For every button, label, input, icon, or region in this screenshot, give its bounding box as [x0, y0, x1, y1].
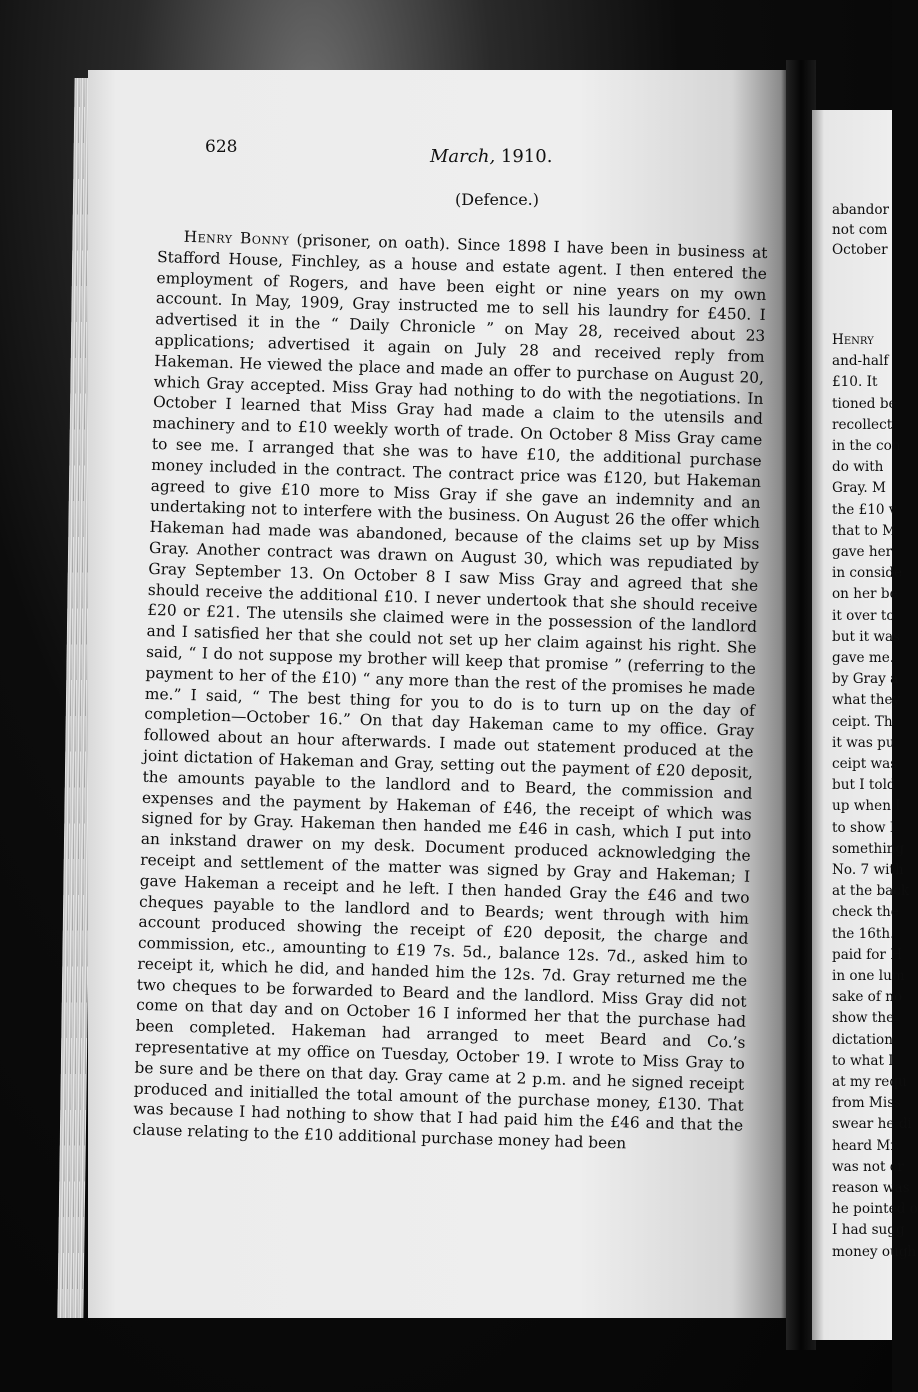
facing-page-line: he pointed o — [832, 1201, 918, 1218]
running-head-year: 1910. — [500, 146, 553, 167]
facing-page-line: to what I — [832, 1052, 894, 1069]
running-head — [430, 146, 552, 167]
facing-page-line: money ough — [832, 1243, 917, 1260]
facing-page-line: reason was — [832, 1180, 910, 1196]
facing-page-line: at the back — [832, 883, 910, 900]
facing-page-line: and-half — [832, 353, 889, 370]
facing-page-line: in one lum — [832, 968, 905, 984]
facing-page-line: up when I — [832, 798, 901, 815]
facing-page-line: something — [832, 840, 905, 857]
facing-page — [812, 110, 918, 1340]
facing-page-line: in conside — [832, 565, 903, 582]
facing-page-line: tioned be — [832, 395, 897, 412]
facing-page-line: it over to — [832, 607, 895, 624]
facing-page-line: No. 7 with — [832, 862, 904, 878]
testimony-text: (prisoner, on oath). Since 1898 I have been in business at Stafford House, Finchley, as a house and estate agent. I then entered the employment of Rogers, and have been eight or nine years on my own account. In May, 1909, Gray instructed me to sell his laundry for £450. I advertised it in the “ Daily Chronicle ” on May 28, received about 23 applications; advertised it again on July 28 and received reply from Hakeman. He viewed the place and made an offer to purchase on August 20, which Gray accepted. Miss Gray had nothing to do with the negotiations. In October I learned that Miss Gray had made a claim to the utensils and machinery and to £10 weekly worth of trade. On October 8 Miss Gray came to see me. I arranged that she was to have £10, the additional purchase money included in the contract. The contract price was £120, but Hakeman agreed to give £10 more to Miss Gray if she gave an indemnity and an undertaking not to interfere with the business. On August 26 the offer which Hakeman had made was abandoned, because of the claims set up by Miss Gray. Another contract was drawn on August 30, which was repudiated by Gray September 13. On October 8 I saw Miss Gray and agreed that she should receive the additional £10. I never undertook that she should receive £20 or £21. The utensils she claimed were in the possession of the landlord and I satisfied her that she could not set up her claim against his right. She said, “ I do not suppose my brother will keep that promise ” (referring to the payment to her of the £10) “ any more than the rest of the promises he made me.” I said, “ The best thing for you to do is to turn up on the day of completion—October 16.” On that day Hakeman came to my office. Gray followed about an hour afterwards. I made out statement produced at the joint dictation of Hakeman and Gray, setting out the payment of £20 deposit, the amounts payable to the landlord and to Beard, the commission and expenses and the payment by Hakeman of £46, the receipt of which was signed for by Gray. Hakeman then handed me £46 in cash, which I put into an inkstand drawer on my desk. Document produced acknowledging the receipt and settlement of the matter was signed by Gray and Hakeman; I gave Hakeman a receipt and he left. I then handed Gray the £46 and two cheques payable to the landlord and to Beards; went through with him account produced showing the receipt of £20 deposit, the charge and commission, etc., amounting to £19 7s. 5d., balance 12s. 7d., asked him to receipt it, which he did, and handed him the 12s. 7d. Gray returned me the two cheques to be forwarded to Beard and the landlord. Miss Gray did not come on that day and on October 16 I informed her that the purchase had been completed. Hakeman had arranged to meet Beard and Co.’s representative at my office on Tuesday, October 19. I wrote to Miss Gray to be sure and be there on that day. Gray came at 2 p.m. and he signed receipt produced and initialled the total amount of the purchase money, £130. That was because I had nothing to show that I had paid him the £46 and that the clause relating to the £10 additional purchase money had been — [132, 230, 768, 1153]
facing-page-line: do with — [832, 459, 884, 476]
facing-page-line: at my requ — [832, 1074, 907, 1090]
facing-page-line: October — [832, 242, 888, 258]
facing-page-line: show the — [832, 1010, 895, 1027]
facing-page-line: paid for H — [832, 946, 903, 963]
facing-page-line: abandor — [832, 202, 890, 218]
facing-page-line: the £10 v — [832, 501, 897, 518]
facing-page-line: but I told — [832, 777, 896, 794]
facing-page-line: it was pu — [832, 734, 895, 751]
facing-page-line: not com — [832, 222, 888, 238]
facing-page-line: what they — [832, 692, 901, 709]
facing-page-line: recollect — [832, 416, 893, 433]
facing-page-line: ceipt was — [832, 756, 898, 772]
facing-page-line: swear he di — [832, 1116, 912, 1133]
facing-page-line: in the con — [832, 438, 901, 454]
page-number: 628 — [205, 137, 238, 157]
facing-page-line: the 16th. — [832, 925, 895, 942]
facing-page-line: was not cr — [832, 1158, 904, 1175]
facing-page-line: dictation. — [832, 1031, 898, 1048]
facing-page-line: but it was — [832, 628, 901, 645]
facing-page-line: Henry — [832, 332, 874, 348]
facing-page-line: on her be — [832, 586, 898, 603]
facing-page-line: to show I — [832, 819, 896, 836]
facing-page-line: heard Mr. — [832, 1137, 900, 1154]
testimony-paragraph — [132, 226, 767, 1158]
facing-page-line: sake of no — [832, 989, 903, 1006]
facing-page-line: from Miss — [832, 1095, 902, 1112]
facing-page-line: ceipt. Th — [832, 713, 893, 730]
facing-page-line: £10. It — [832, 374, 878, 391]
section-heading: (Defence.) — [455, 190, 539, 209]
facing-page-line: I had sugg — [832, 1222, 905, 1239]
facing-page-line: gave me. — [832, 650, 895, 666]
speaker-name: Henry Bonny — [183, 227, 290, 249]
running-head-month: March, — [430, 146, 496, 167]
facing-page-line: check the — [832, 904, 899, 921]
facing-page-line: by Gray a — [832, 671, 899, 688]
facing-page-line: Gray. M — [832, 480, 886, 497]
body-text — [132, 226, 767, 1158]
facing-page-line: that to M — [832, 522, 896, 539]
facing-page-line: gave her — [832, 544, 893, 560]
